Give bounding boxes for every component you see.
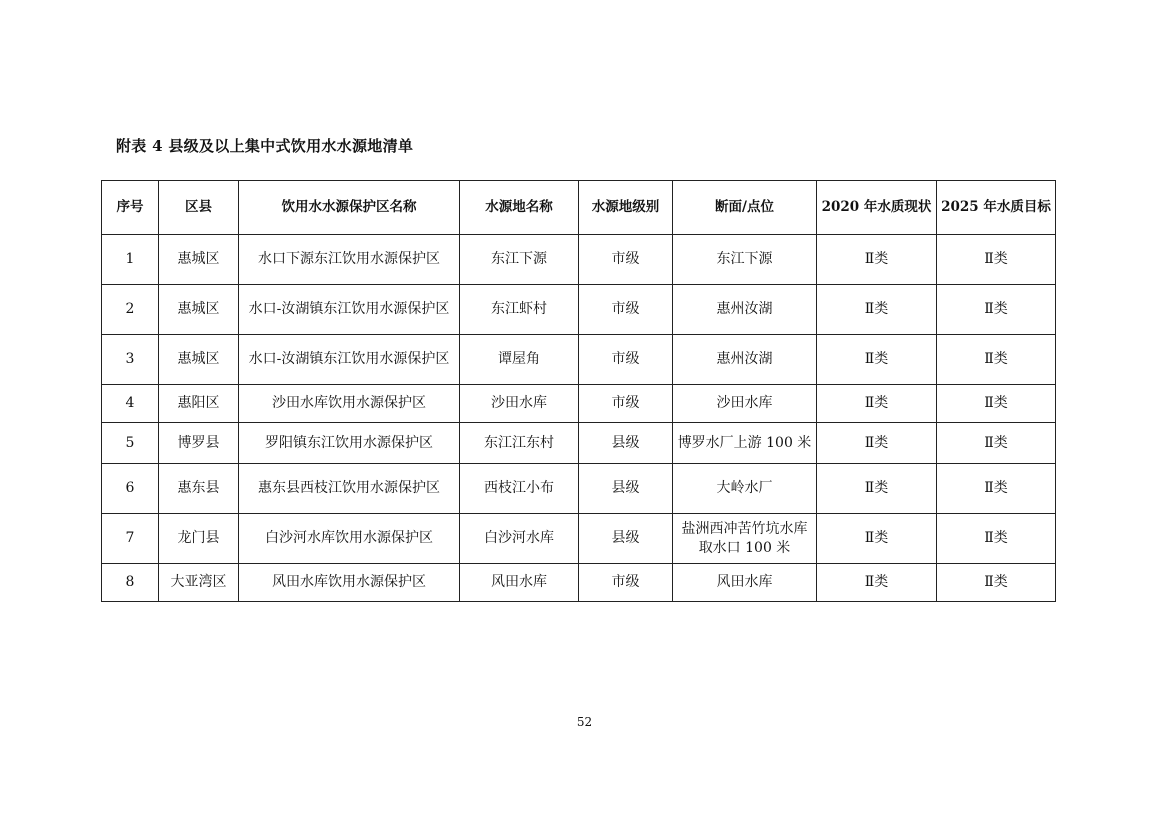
- cell-source-name: 风田水库: [460, 564, 579, 602]
- cell-target-2025: Ⅱ类: [937, 464, 1056, 514]
- cell-target-2025: Ⅱ类: [937, 235, 1056, 285]
- cell-district: 龙门县: [159, 514, 239, 564]
- cell-source-name: 谭屋角: [460, 335, 579, 385]
- cell-district: 惠城区: [159, 285, 239, 335]
- cell-protection-zone: 风田水库饮用水源保护区: [239, 564, 460, 602]
- cell-quality-2020: Ⅱ类: [817, 285, 937, 335]
- header-target-2025: 2025 年水质目标: [937, 181, 1056, 235]
- water-source-table: [101, 180, 1056, 602]
- header-quality-2020: 2020 年水质现状: [817, 181, 937, 235]
- cell-source-name: 东江虾村: [460, 285, 579, 335]
- cell-source-name: 东江江东村: [460, 423, 579, 464]
- cell-source-name: 西枝江小布: [460, 464, 579, 514]
- cell-section-point: 惠州汝湖: [673, 335, 817, 385]
- cell-index: 2: [102, 285, 159, 335]
- cell-source-name: 白沙河水库: [460, 514, 579, 564]
- cell-protection-zone: 白沙河水库饮用水源保护区: [239, 514, 460, 564]
- cell-source-level: 县级: [579, 514, 673, 564]
- cell-quality-2020: Ⅱ类: [817, 564, 937, 602]
- cell-index: 8: [102, 564, 159, 602]
- cell-section-point: 东江下源: [673, 235, 817, 285]
- cell-quality-2020: Ⅱ类: [817, 235, 937, 285]
- cell-district: 大亚湾区: [159, 564, 239, 602]
- cell-index: 6: [102, 464, 159, 514]
- table-row: [102, 285, 1056, 335]
- cell-source-level: 市级: [579, 335, 673, 385]
- cell-district: 惠城区: [159, 235, 239, 285]
- cell-district: 博罗县: [159, 423, 239, 464]
- header-index: 序号: [102, 181, 159, 235]
- cell-quality-2020: Ⅱ类: [817, 335, 937, 385]
- header-section-point: 断面/点位: [673, 181, 817, 235]
- cell-index: 3: [102, 335, 159, 385]
- cell-target-2025: Ⅱ类: [937, 514, 1056, 564]
- table-row: [102, 464, 1056, 514]
- cell-source-level: 县级: [579, 464, 673, 514]
- cell-section-point: 风田水库: [673, 564, 817, 602]
- cell-index: 4: [102, 385, 159, 423]
- cell-quality-2020: Ⅱ类: [817, 423, 937, 464]
- cell-source-level: 县级: [579, 423, 673, 464]
- cell-protection-zone: 惠东县西枝江饮用水源保护区: [239, 464, 460, 514]
- table-row: [102, 514, 1056, 564]
- cell-district: 惠城区: [159, 335, 239, 385]
- table-row: [102, 564, 1056, 602]
- header-source-level: 水源地级别: [579, 181, 673, 235]
- header-source-name: 水源地名称: [460, 181, 579, 235]
- cell-source-level: 市级: [579, 285, 673, 335]
- cell-target-2025: Ⅱ类: [937, 285, 1056, 335]
- cell-source-name: 东江下源: [460, 235, 579, 285]
- cell-section-point: 大岭水厂: [673, 464, 817, 514]
- cell-index: 1: [102, 235, 159, 285]
- cell-index: 7: [102, 514, 159, 564]
- header-protection-zone: 饮用水水源保护区名称: [239, 181, 460, 235]
- cell-target-2025: Ⅱ类: [937, 423, 1056, 464]
- cell-source-level: 市级: [579, 564, 673, 602]
- cell-target-2025: Ⅱ类: [937, 564, 1056, 602]
- cell-section-point: 盐洲西冲苦竹坑水库取水口 100 米: [673, 514, 817, 564]
- table-row: [102, 385, 1056, 423]
- table-row: [102, 423, 1056, 464]
- cell-section-point: 博罗水厂上游 100 米: [673, 423, 817, 464]
- cell-protection-zone: 水口-汝湖镇东江饮用水源保护区: [239, 285, 460, 335]
- cell-protection-zone: 水口下源东江饮用水源保护区: [239, 235, 460, 285]
- cell-protection-zone: 沙田水库饮用水源保护区: [239, 385, 460, 423]
- header-district: 区县: [159, 181, 239, 235]
- table-caption: 附表 4 县级及以上集中式饮用水水源地清单: [116, 137, 414, 155]
- cell-section-point: 惠州汝湖: [673, 285, 817, 335]
- page-number: 52: [576, 715, 593, 729]
- cell-district: 惠东县: [159, 464, 239, 514]
- cell-source-level: 市级: [579, 385, 673, 423]
- cell-quality-2020: Ⅱ类: [817, 514, 937, 564]
- cell-index: 5: [102, 423, 159, 464]
- cell-district: 惠阳区: [159, 385, 239, 423]
- table-row: [102, 335, 1056, 385]
- cell-source-name: 沙田水库: [460, 385, 579, 423]
- cell-target-2025: Ⅱ类: [937, 385, 1056, 423]
- cell-section-point: 沙田水库: [673, 385, 817, 423]
- table-header-row: [102, 181, 1056, 235]
- cell-protection-zone: 水口-汝湖镇东江饮用水源保护区: [239, 335, 460, 385]
- cell-source-level: 市级: [579, 235, 673, 285]
- cell-quality-2020: Ⅱ类: [817, 385, 937, 423]
- table-row: [102, 235, 1056, 285]
- cell-quality-2020: Ⅱ类: [817, 464, 937, 514]
- cell-protection-zone: 罗阳镇东江饮用水源保护区: [239, 423, 460, 464]
- cell-target-2025: Ⅱ类: [937, 335, 1056, 385]
